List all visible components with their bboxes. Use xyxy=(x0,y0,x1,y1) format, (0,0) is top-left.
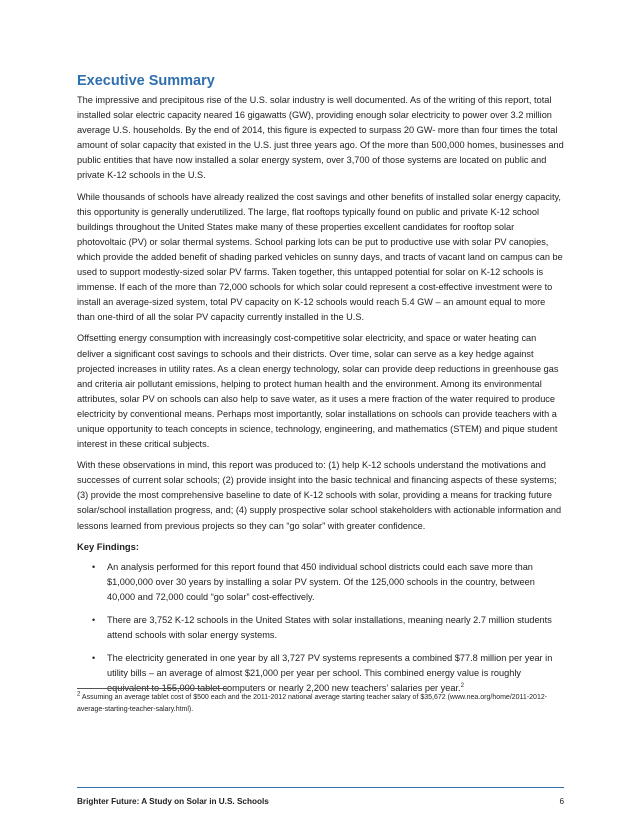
paragraph-benefits: Offsetting energy consumption with increasingly cost-competitive solar electricity, and space or water heating can deliver a significant cost savings to schools and their districts. Over time, solar can serve as a key hedge against projected increases in utility rates. As a clean energy technology, solar can provide deep reductions in greenhouse gas and criteria air pollutant emissions, helping to protect human health and the environment. Among its environmental attributes, solar PV on schools can also help to save water, as it uses a mere fraction of the water required to produce electricity by conventional means. Perhaps most importantly, solar installations on schools can provide teachers with a unique opportunity to teach concepts in science, technology, engineering, and mathematics (STEM) and pique student interest in these critical subjects. xyxy=(77,333,559,450)
paragraph-intro: The impressive and precipitous rise of the U.S. solar industry is well documented. As of the writing of this report, total installed solar electric capacity neared 16 gigawatts (GW), providing enough solar electricity to power over 3.2 million average U.S. households. By the end of 2014, this figure is expected to surpass 20 GW- more than four times the total amount of solar capacity that existed in the U.S. just three years ago. Of the more than 500,000 homes, businesses and public entities that have now installed a solar energy system, over 3,700 of those systems are located on public and private K-12 schools in the U.S. xyxy=(77,95,564,181)
paragraph-opportunity: While thousands of schools have already realized the cost savings and other benefits of installed solar energy capacity, this opportunity is generally underutilized. The large, flat rooftops typically found on public and private K-12 school buildings throughout the United States make many of these properties excellent candidates for rooftop solar photovoltaic (PV) or solar thermal systems. School parking lots can be put to productive use with solar PV canopies, which provide the added benefit of shading parked vehicles on sunny days, and tracts of vacant land on campus can be used to support modestly-sized solar PV farms. Taken together, this untapped potential for solar on K-12 schools is immense. If each of the more than 72,000 schools for which solar could represent a cost-effective investment were to install an average-sized system, total PV capacity on K-12 schools would reach 5.4 GW – an amount equal to more than one-third of all the solar PV capacity currently installed in the U.S. xyxy=(77,191,563,323)
section-heading: Executive Summary xyxy=(77,73,215,89)
finding-item xyxy=(77,651,564,696)
key-findings-list xyxy=(77,560,564,697)
bullet-icon: • xyxy=(92,561,96,572)
page-content xyxy=(77,72,564,704)
footnote-reference[interactable]: 2 xyxy=(460,683,464,690)
bullet-icon: • xyxy=(92,653,96,664)
finding-text: The electricity generated in one year by all 3,727 PV systems represents a combined $77.8 million per year in utility bills – an average of almost $21,000 per year per school. This combined energy value is roughly equivalent to 155,000 tablet computers or nearly 2,200 new teachers’ salaries per year. xyxy=(107,653,553,694)
finding-item xyxy=(77,560,564,605)
key-findings-title: Key Findings: xyxy=(77,540,139,552)
footnote-number: 2 xyxy=(77,691,81,698)
bullet-icon: • xyxy=(92,614,96,625)
footnote-text: Assuming an average tablet cost of $500 each and the 2011-2012 national average starting teacher salary of $35,672 (www.nea.org/home/2011-2012-average-starting-teacher-salary.html). xyxy=(77,694,548,713)
footer-divider xyxy=(77,787,564,788)
page-number: 6 xyxy=(559,797,564,806)
footnote xyxy=(77,692,564,716)
footer-title: Brighter Future: A Study on Solar in U.S. Schools xyxy=(77,797,269,806)
footnote-divider xyxy=(77,688,227,689)
finding-text: An analysis performed for this report found that 450 individual school districts could each save more than $1,000,000 over 30 years by installing a solar PV system. Of the 125,000 schools in the country, between 40,000 and 72,000 could “go solar” cost-effectively. xyxy=(107,561,535,602)
finding-item xyxy=(77,613,564,643)
paragraph-purpose: With these observations in mind, this report was produced to: (1) help K-12 schools understand the motivations and successes of current solar schools; (2) provide insight into the basic technical and financing aspects of these systems; (3) provide the most comprehensive baseline to date of K-12 schools with solar, providing a means for tracking future solar/school installation progress, and; (4) supply prospective solar school stakeholders with actionable information and lessons learned from previous projects so they can “go solar” with greater confidence. xyxy=(77,460,562,531)
finding-text: There are 3,752 K-12 schools in the United States with solar installations, meaning nearly 2.7 million students attend schools with solar energy systems. xyxy=(107,614,552,640)
